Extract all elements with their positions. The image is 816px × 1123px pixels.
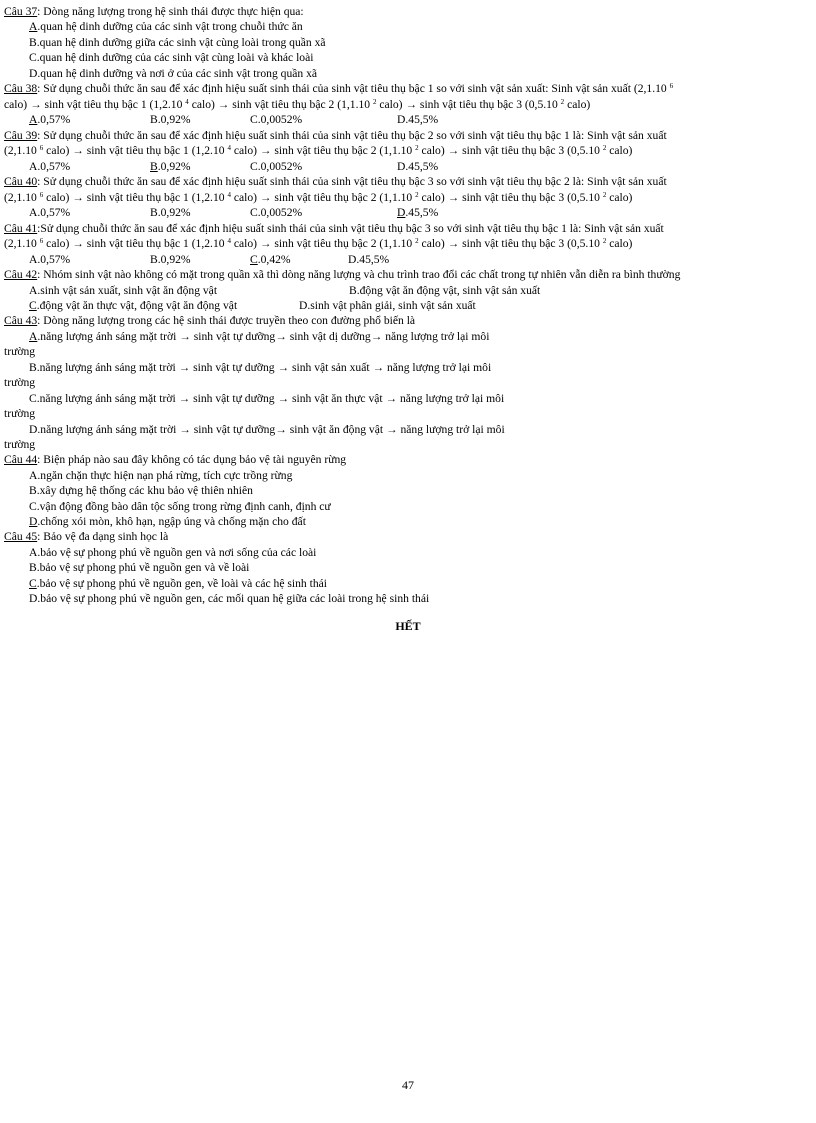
q41-exp2: 4	[227, 237, 231, 245]
q38-option-d: D.45,5%	[397, 113, 439, 126]
q39-l2b: calo) → sinh vật tiêu thụ bậc 1 (1,2.10	[46, 144, 225, 157]
q38-text: : Sử dụng chuỗi thức ăn sau để xác định hiệu suất sinh thái của sinh vật tiêu thụ bậc 1 so với sinh vật sản xuất: Sinh vật sản xuất (2,1.10	[37, 82, 667, 95]
q44-text: : Biện pháp nào sau đây không có tác dụng bảo vệ tài nguyên rừng	[37, 453, 347, 466]
q43-option-a-text: .năng lượng ánh sáng mặt trời → sinh vật tự dưỡng→ sinh vật dị dưỡng→ năng lượng trở lại môi	[37, 330, 490, 343]
q44-stem	[4, 452, 346, 468]
q38-option-a-text: .0,57%	[37, 113, 71, 126]
q41-answer-letter: C	[250, 253, 258, 266]
q40-l2a: (2,1.10	[4, 191, 37, 204]
q41-l2a: (2,1.10	[4, 237, 37, 250]
q43-option-a-wrap: trường	[4, 345, 36, 358]
q39-l2e: calo)	[609, 144, 633, 157]
q39-option-b-text: .0,92%	[157, 160, 191, 173]
q39-option-a: A.0,57%	[29, 160, 71, 173]
q45-option-d: D.bảo vệ sự phong phú về nguồn gen, các mối quan hệ giữa các loài trong hệ sinh thái	[29, 592, 430, 605]
q39-l2c: calo) → sinh vật tiêu thụ bậc 2 (1,1.10	[233, 144, 413, 157]
q38-option-b: B.0,92%	[150, 113, 191, 126]
q44-option-b: B.xây dựng hệ thống các khu bảo vệ thiên nhiên	[29, 484, 253, 497]
q38-l2c: calo) → sinh vật tiêu thụ bậc 3 (0,5.10	[379, 98, 558, 111]
q43-stem	[4, 313, 415, 329]
q43-option-d-wrap: trường	[4, 438, 36, 451]
q43-option-c-wrap: trường	[4, 407, 36, 420]
q45-option-b: B.bảo vệ sự phong phú về nguồn gen và về loài	[29, 561, 250, 574]
q41-option-c	[250, 252, 291, 268]
q41-exp4: 2	[602, 237, 607, 245]
q40-number: Câu 40	[4, 175, 38, 188]
q44-option-c: C.vận động đồng bào dân tộc sống trong rừng định canh, định cư	[29, 500, 331, 513]
q45-answer-letter: C	[29, 577, 37, 590]
q38-number: Câu 38	[4, 82, 38, 95]
q40-exp2: 4	[227, 191, 231, 199]
q39-stem-line2	[4, 143, 632, 159]
q43-option-a	[29, 329, 489, 345]
q43-text: : Dòng năng lượng trong các hệ sinh thái được truyền theo con đường phổ biến là	[37, 314, 416, 327]
q40-text: : Sử dụng chuỗi thức ăn sau để xác định hiệu suất sinh thái của sinh vật tiêu thụ bậc 3 so với sinh vật tiêu thụ bậc 2 là: Sinh vật sản xuất	[37, 175, 667, 188]
q39-option-c: C.0,0052%	[250, 160, 303, 173]
q38-stem-line1	[4, 81, 673, 97]
q41-text: :Sử dụng chuỗi thức ăn sau để xác định hiệu suất sinh thái của sinh vật tiêu thụ bậc 3 so với sinh vật tiêu thụ bậc 1 là: Sinh vật sản xuất	[37, 222, 664, 235]
q39-exp2: 4	[227, 144, 231, 152]
q43-number: Câu 43	[4, 314, 38, 327]
q41-l2b: calo) → sinh vật tiêu thụ bậc 1 (1,2.10	[46, 237, 225, 250]
q39-number: Câu 39	[4, 129, 38, 142]
q38-option-a	[29, 112, 70, 128]
q38-option-c: C.0,0052%	[250, 113, 303, 126]
q42-option-d: D.sinh vật phân giải, sinh vật sản xuất	[299, 299, 476, 312]
q45-number: Câu 45	[4, 530, 38, 543]
q44-option-a: A.ngăn chặn thực hiện nạn phá rừng, tích cực trồng rừng	[29, 469, 293, 482]
q40-option-c: C.0,0052%	[250, 206, 303, 219]
q41-option-d: D.45,5%	[348, 253, 390, 266]
q37-option-a-text: .quan hệ dinh dưỡng của các sinh vật trong chuỗi thức ăn	[37, 20, 303, 33]
q42-number: Câu 42	[4, 268, 38, 281]
q43-answer-letter: A	[29, 330, 38, 343]
q41-exp3: 2	[415, 237, 419, 245]
q37-option-c: C.quan hệ dinh dưỡng của các sinh vật cùng loài và khác loài	[29, 51, 314, 64]
q40-option-d	[397, 205, 438, 221]
page-number: 47	[402, 1078, 414, 1092]
q43-option-b-wrap: trường	[4, 376, 36, 389]
q41-stem-line1	[4, 221, 664, 237]
q41-l2c: calo) → sinh vật tiêu thụ bậc 2 (1,1.10	[233, 237, 413, 250]
q38-exp2: 4	[185, 98, 189, 106]
q41-option-b: B.0,92%	[150, 253, 191, 266]
q43-option-d: D.năng lượng ánh sáng mặt trời → sinh vật tự dưỡng→ sinh vật ăn động vật → năng lượng trở lại môi	[29, 423, 505, 436]
q41-stem-line2	[4, 236, 632, 252]
q38-exp1: 6	[669, 82, 674, 90]
q42-option-c-text: .động vật ăn thực vật, động vật ăn động vật	[36, 299, 238, 312]
q45-stem	[4, 529, 168, 545]
q39-answer-letter: B	[150, 160, 158, 173]
end-marker: HẾT	[395, 619, 421, 633]
q42-stem	[4, 267, 680, 283]
q41-option-c-text: .0,42%	[257, 253, 291, 266]
q41-l2d: calo) → sinh vật tiêu thụ bậc 3 (0,5.10	[421, 237, 600, 250]
q39-text: : Sử dụng chuỗi thức ăn sau để xác định hiệu suất sinh thái của sinh vật tiêu thụ bậc 2 so với sinh vật tiêu thụ bậc 1 là: Sinh vật sản xuất	[37, 129, 667, 142]
q43-option-c: C.năng lượng ánh sáng mặt trời → sinh vật tự dưỡng → sinh vật ăn thực vật → năng lượng trở lại môi	[29, 392, 505, 405]
q41-option-a: A.0,57%	[29, 253, 71, 266]
q41-exp1: 6	[39, 237, 44, 245]
q45-option-c	[29, 576, 327, 592]
q39-option-b	[150, 159, 191, 175]
q40-l2d: calo) → sinh vật tiêu thụ bậc 3 (0,5.10	[421, 191, 600, 204]
q38-answer-letter: A	[29, 113, 38, 126]
q40-option-b: B.0,92%	[150, 206, 191, 219]
q37-option-d: D.quan hệ dinh dưỡng và nơi ở của các sinh vật trong quần xã	[29, 67, 318, 80]
q40-answer-letter: D	[397, 206, 406, 219]
q40-exp1: 6	[39, 191, 44, 199]
q38-l2a: calo) → sinh vật tiêu thụ bậc 1 (1,2.10	[4, 98, 183, 111]
q44-answer-letter: D	[29, 515, 38, 528]
q42-option-b: B.động vật ăn động vật, sinh vật sản xuất	[349, 284, 541, 297]
q37-stem	[4, 4, 304, 20]
q39-option-d: D.45,5%	[397, 160, 439, 173]
q39-exp4: 2	[602, 144, 607, 152]
q40-exp3: 2	[415, 191, 419, 199]
q37-text: : Dòng năng lượng trong hệ sinh thái được thực hiện qua:	[37, 5, 304, 18]
q40-stem-line2	[4, 190, 632, 206]
q37-option-a	[29, 19, 303, 35]
q43-option-b: B.năng lượng ánh sáng mặt trời → sinh vật tự dưỡng → sinh vật sản xuất → năng lượng trở lại môi	[29, 361, 492, 374]
q38-stem-line2	[4, 97, 590, 113]
q37-option-b: B.quan hệ dinh dưỡng giữa các sinh vật cùng loài trong quần xã	[29, 36, 326, 49]
q42-answer-letter: C	[29, 299, 37, 312]
q44-option-d	[29, 514, 306, 530]
q38-l2b: calo) → sinh vật tiêu thụ bậc 2 (1,1.10	[191, 98, 371, 111]
q39-exp1: 6	[39, 144, 44, 152]
q41-l2e: calo)	[609, 237, 633, 250]
q40-l2c: calo) → sinh vật tiêu thụ bậc 2 (1,1.10	[233, 191, 413, 204]
q40-option-d-text: .45,5%	[405, 206, 439, 219]
q44-number: Câu 44	[4, 453, 38, 466]
q42-option-a: A.sinh vật sản xuất, sinh vật ăn động vật	[29, 284, 218, 297]
q39-l2d: calo) → sinh vật tiêu thụ bậc 3 (0,5.10	[421, 144, 600, 157]
q40-stem-line1	[4, 174, 667, 190]
q40-exp4: 2	[602, 191, 607, 199]
q40-l2e: calo)	[609, 191, 633, 204]
q39-l2a: (2,1.10	[4, 144, 37, 157]
q41-number: Câu 41	[4, 222, 38, 235]
q45-option-c-text: .bảo vệ sự phong phú về nguồn gen, về loài và các hệ sinh thái	[36, 577, 327, 590]
q40-l2b: calo) → sinh vật tiêu thụ bậc 1 (1,2.10	[46, 191, 225, 204]
q45-option-a: A.bảo vệ sự phong phú về nguồn gen và nơi sống của các loài	[29, 546, 317, 559]
q42-option-c	[29, 298, 237, 314]
q37-number: Câu 37	[4, 5, 38, 18]
q39-stem-line1	[4, 128, 667, 144]
q38-exp4: 2	[560, 98, 565, 106]
q38-exp3: 2	[372, 98, 377, 106]
q39-exp3: 2	[415, 144, 419, 152]
q40-option-a: A.0,57%	[29, 206, 71, 219]
q38-l2d: calo)	[567, 98, 591, 111]
q45-text: : Bảo vệ đa dạng sinh học là	[37, 530, 169, 543]
q44-option-d-text: .chống xói mòn, khô hạn, ngập úng và chống mặn cho đất	[37, 515, 306, 528]
q42-text: : Nhóm sinh vật nào không có mặt trong quần xã thì dòng năng lượng và chu trình trao đổi các chất trong tự nhiên vẫn diễn ra bình thường	[37, 268, 681, 281]
q37-answer-letter: A	[29, 20, 38, 33]
